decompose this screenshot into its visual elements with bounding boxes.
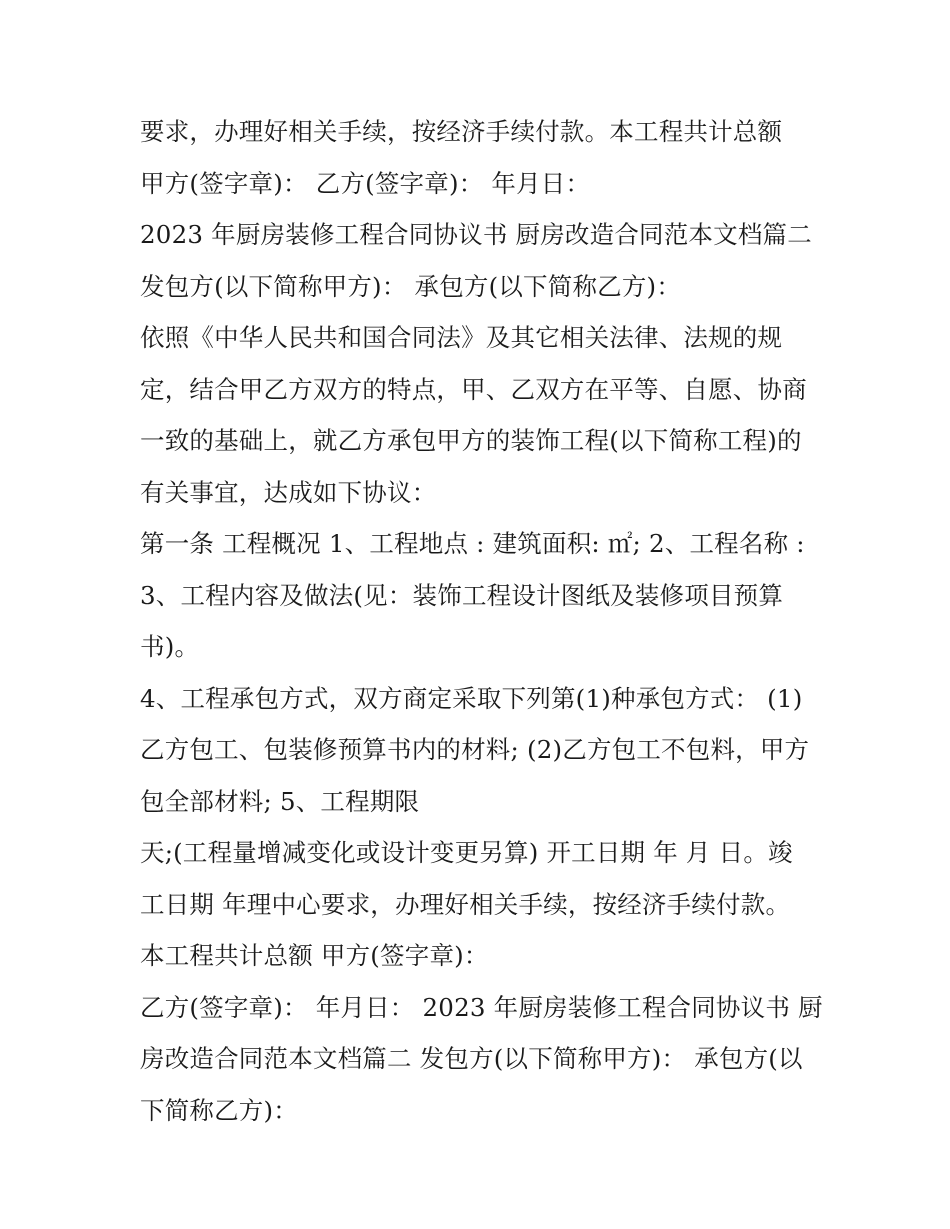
text-line: 书)。 (140, 632, 200, 661)
text-line: 房改造合同范本文档篇二 发包方(以下简称甲方)： 承包方(以 (140, 1044, 803, 1073)
text-line: 2023 年厨房装修工程合同协议书 厨房改造合同范本文档篇二 (140, 220, 812, 249)
text-line: 乙方包工、包装修预算书内的材料; (2)乙方包工不包料，甲方 (140, 735, 810, 764)
text-line: 本工程共计总额 甲方(签字章)： (140, 941, 489, 970)
text-line: 乙方(签字章)： 年月日： 2023 年厨房装修工程合同协议书 厨 (140, 992, 823, 1022)
text-line: 天;(工程量增减变化或设计变更另算) 开工日期 年 月 日。竣 (140, 838, 793, 867)
text-line: 要求，办理好相关手续，按经济手续付款。本工程共计总额 (140, 117, 783, 146)
document-body (140, 106, 823, 1136)
text-line: 第一条 工程概况 1、工程地点 : 建筑面积: ㎡; 2、工程名称 : (140, 529, 805, 558)
text-line: 一致的基础上，就乙方承包甲方的装饰工程(以下简称工程)的 (140, 426, 802, 455)
text-line: 有关事宜，达成如下协议： (140, 477, 437, 507)
text-line: 定，结合甲乙方双方的特点，甲、乙双方在平等、自愿、协商 (140, 374, 807, 404)
text-line: 4、工程承包方式，双方商定采取下列第(1)种承包方式： (1) (140, 683, 803, 713)
text-line: 工日期 年理中心要求，办理好相关手续，按经济手续付款。 (140, 889, 791, 919)
text-line: 依照《中华人民共和国合同法》及其它相关法律、法规的规 (140, 323, 783, 352)
text-line: 包全部材料; 5、工程期限 (140, 786, 420, 816)
text-line: 3、工程内容及做法(见：装饰工程设计图纸及装修项目预算 (140, 580, 784, 610)
text-line: 甲方(签字章)： 乙方(签字章)： 年月日： (140, 168, 591, 198)
text-line: 下简称乙方)： (140, 1095, 298, 1125)
text-line: 发包方(以下简称甲方)： 承包方(以下简称乙方)： (140, 271, 682, 301)
